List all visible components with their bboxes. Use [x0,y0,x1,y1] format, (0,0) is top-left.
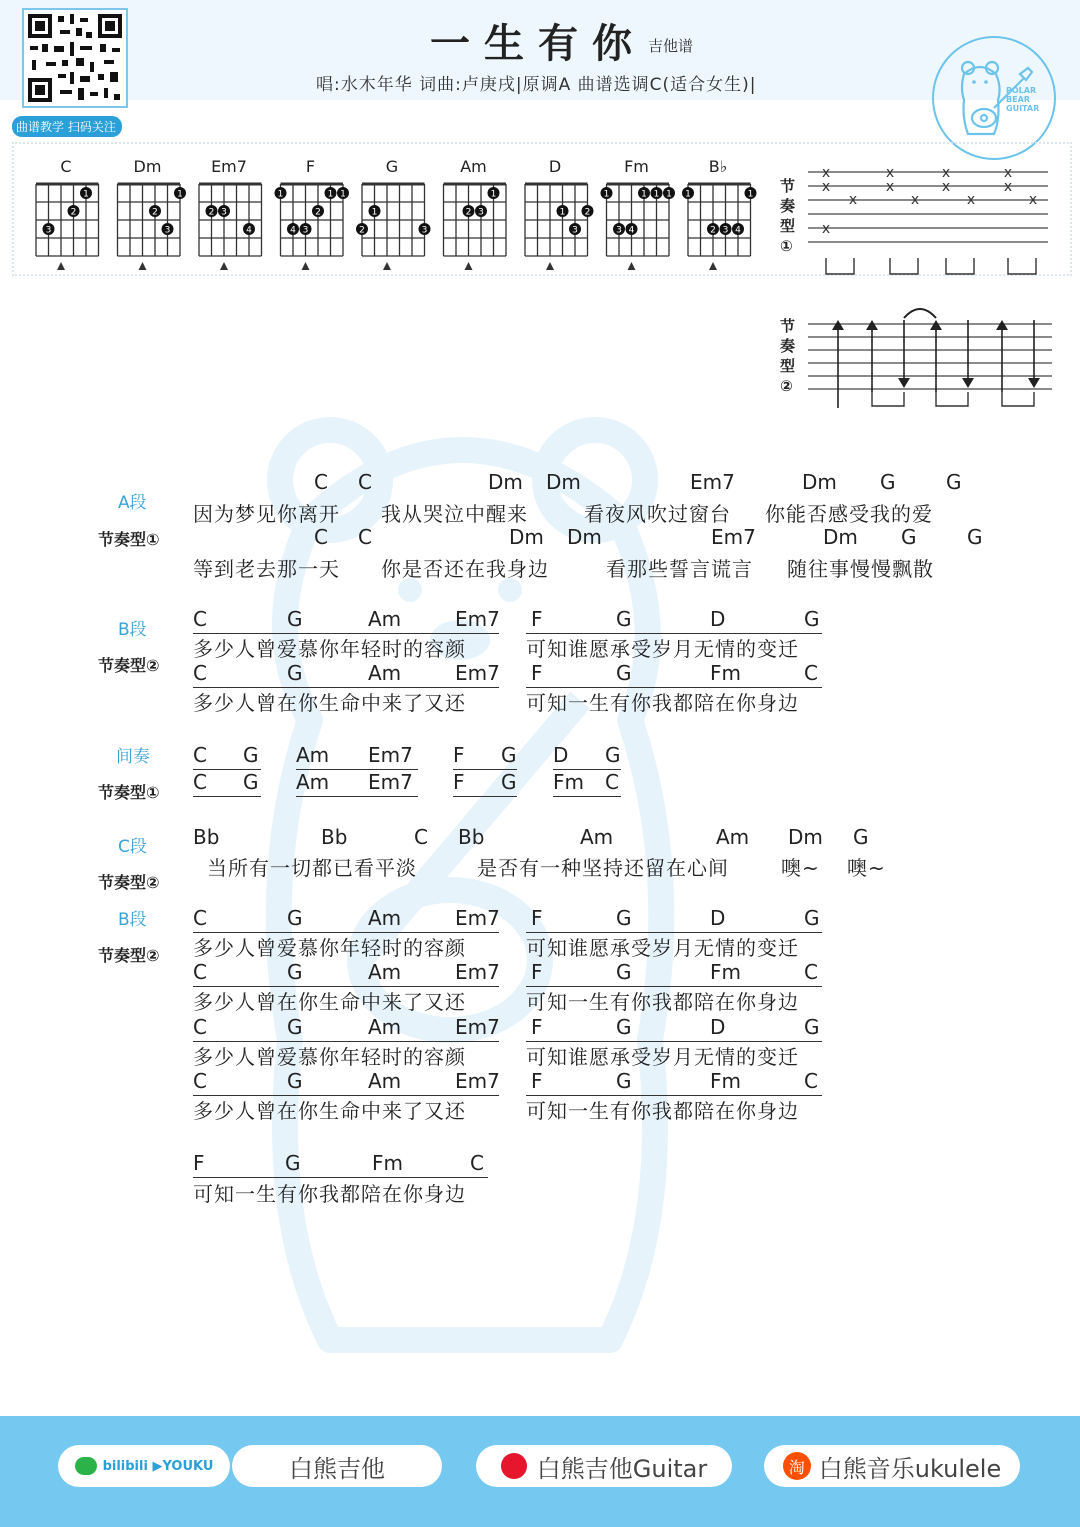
footer-item-label: 白熊吉他Guitar [536,1454,708,1483]
chord-label: G [287,661,303,685]
svg-text:3: 3 [478,207,484,218]
svg-text:x: x [885,179,895,195]
chord-label: G [501,770,517,794]
chord-diagram [444,157,507,270]
lyric-line: 噢~ [847,856,886,880]
chord-diagram [356,157,431,270]
section-b2-rhythm: 节奏型② [98,946,160,965]
chord-diagram [118,157,187,270]
svg-text:x: x [966,192,976,208]
svg-text:3: 3 [221,207,227,218]
rhythm-pattern-1-label: 节 奏 型 ① [780,177,796,255]
chord-label: Am [368,960,402,984]
chord-label: F [193,1151,205,1175]
lyric-line: 可知谁愿承受岁月无情的变迁 [526,1045,799,1069]
song-meta: 唱:水木年华 词曲:卢庚戌|原调A 曲谱选调C(适合女生)| [316,75,757,95]
svg-text:1: 1 [641,189,647,200]
chord-label: F [531,1069,543,1093]
svg-text:x: x [821,179,831,195]
chord-label: Em7 [711,525,756,549]
chord-underline [526,687,822,688]
svg-text:1: 1 [83,189,89,200]
chord-label: G [243,770,259,794]
taobao-icon: 淘 [783,1452,811,1480]
chord-label: G [616,906,632,930]
chord-label: Em7 [690,470,735,494]
chord-underline [193,932,499,933]
chord-name: Dm [133,157,162,176]
svg-text:2: 2 [359,225,365,236]
svg-text:1: 1 [685,189,691,200]
chord-label: Em7 [368,770,413,794]
lyric-line: 看夜风吹过窗台 [584,502,731,526]
chord-label: Em7 [455,906,500,930]
svg-text:1: 1 [653,189,660,200]
chord-label: Dm [802,470,837,494]
chord-label: G [287,960,303,984]
chord-label: C [804,960,818,984]
svg-text:2: 2 [710,225,716,236]
chord-label: Bb [458,825,485,849]
chord-diagram [199,157,262,270]
svg-text:x: x [941,165,951,181]
chord-label: C [193,770,207,794]
chord-label: Fm [710,661,741,685]
chord-label: C [414,825,428,849]
chord-underline [553,769,621,770]
chord-label: C [193,1069,207,1093]
chord-label: G [967,525,983,549]
svg-text:x: x [821,165,831,181]
svg-text:1: 1 [327,189,334,200]
chord-label: C [193,906,207,930]
chord-label: Am [368,1015,402,1039]
chord-name: D [548,157,562,176]
section-b-rhythm: 节奏型② [98,656,160,675]
chord-label: G [804,906,820,930]
chord-label: D [710,607,726,631]
qr-code[interactable] [22,8,128,108]
chord-label: Am [368,661,402,685]
chord-label: Am [296,743,330,767]
chord-underline [193,769,261,770]
lyric-line: 可知一生有你我都陪在你身边 [526,691,799,715]
lyric-line: 可知谁愿承受岁月无情的变迁 [526,637,799,661]
chord-underline [526,932,822,933]
chord-diagram [36,157,99,270]
chord-diagram [601,157,676,270]
footer-link-taobao[interactable] [764,1445,1020,1487]
chord-name: Fm [624,157,649,176]
chord-label: G [287,607,303,631]
chord-underline [193,1041,499,1042]
section-c-label: C段 [118,837,147,857]
chord-name: C [60,157,72,176]
chord-label: D [553,743,569,767]
chord-label: D [710,906,726,930]
chord-underline [526,1041,822,1042]
chord-label: F [453,770,465,794]
svg-text:2: 2 [465,207,472,218]
chord-underline [193,796,261,797]
chord-label: G [287,906,303,930]
svg-text:x: x [910,192,920,208]
chord-underline [296,769,418,770]
lyric-line: 看那些誓言谎言 [606,557,753,581]
lyric-line: 因为梦见你离开 [193,502,340,526]
chord-diagram [525,157,594,270]
chord-label: C [470,1151,484,1175]
chord-label: Em7 [455,1069,500,1093]
chord-underline [526,986,822,987]
chord-label: G [243,743,259,767]
chord-underline [453,796,517,797]
chord-label: Fm [710,1069,741,1093]
chord-underline [526,1095,822,1096]
chord-label: Dm [509,525,544,549]
chord-label: G [285,1151,301,1175]
svg-text:3: 3 [164,225,171,236]
footer-link-weibo[interactable] [476,1445,732,1487]
chord-label: Em7 [455,607,500,631]
chord-underline [526,633,822,634]
footer-link-bilibili[interactable] [232,1445,442,1487]
chord-label: C [193,743,207,767]
svg-text:x: x [885,165,895,181]
chord-name: F [305,157,316,176]
section-interlude-rhythm: 节奏型① [98,783,160,802]
svg-text:3: 3 [45,225,52,236]
section-interlude-label: 间奏 [116,747,150,767]
lyric-line: 多少人曾爱慕你年轻时的容颜 [193,637,466,661]
chord-label: Bb [193,825,220,849]
lyric-line: 多少人曾在你生命中来了又还 [193,990,466,1014]
chord-label: Em7 [455,960,500,984]
chord-label: D [710,1015,726,1039]
lyric-line: 多少人曾在你生命中来了又还 [193,1099,466,1123]
svg-text:2: 2 [152,207,158,218]
chord-label: G [901,525,917,549]
lyric-line: 多少人曾在你生命中来了又还 [193,691,466,715]
page-title: 一生有你 [430,21,646,67]
chord-label: C [605,770,619,794]
chord-label: Em7 [455,1015,500,1039]
svg-text:1: 1 [177,189,183,200]
svg-text:3: 3 [616,225,622,236]
chord-label: F [453,743,465,767]
svg-text:3: 3 [302,225,309,236]
chord-diagram [682,157,757,270]
chord-name: Am [460,157,487,176]
chord-label: Am [368,1069,402,1093]
chord-label: C [804,661,818,685]
svg-text:x: x [821,221,831,237]
chord-label: G [616,661,632,685]
chord-label: G [287,1015,303,1039]
svg-text:1: 1 [747,189,754,200]
chord-label: Fm [553,770,584,794]
lyric-line: 随往事慢慢飘散 [787,557,934,581]
section-b2-label: B段 [118,910,147,930]
lyric-line: 可知谁愿承受岁月无情的变迁 [526,936,799,960]
chord-label: Fm [710,960,741,984]
qr-caption: 曲谱教学 扫码关注 [12,116,122,137]
chord-label: Am [296,770,330,794]
footer-item-label: 白熊音乐ukulele [818,1454,1002,1483]
page-subtitle: 吉他谱 [648,37,694,55]
chord-label: C [314,525,328,549]
svg-text:3: 3 [421,225,428,236]
lyric-line: 多少人曾爱慕你年轻时的容颜 [193,1045,466,1069]
svg-text:1: 1 [490,189,497,200]
svg-text:3: 3 [722,225,729,236]
chord-label: G [501,743,517,767]
chord-label: Bb [321,825,348,849]
chord-label: F [531,607,543,631]
chord-label: Fm [372,1151,403,1175]
lyric-line: 我从哭泣中醒来 [381,502,528,526]
lyric-line: 可知一生有你我都陪在你身边 [526,1099,799,1123]
rhythm-pattern-1 [808,164,1058,284]
svg-text:x: x [1003,165,1013,181]
chord-label: F [531,1015,543,1039]
chord-label: G [616,960,632,984]
svg-text:1: 1 [666,189,672,200]
svg-text:3: 3 [572,225,578,236]
chord-label: G [287,1069,303,1093]
section-a-label: A段 [118,493,147,513]
chord-underline [193,1177,488,1178]
section-c-rhythm: 节奏型② [98,873,160,892]
svg-text:4: 4 [246,225,252,236]
chord-label: G [616,607,632,631]
svg-text:2: 2 [208,207,215,218]
chord-label: Dm [788,825,823,849]
chord-underline [193,687,499,688]
chord-diagrams [20,150,770,270]
chord-label: Am [580,825,614,849]
chord-label: Em7 [368,743,413,767]
svg-text:4: 4 [628,225,635,236]
svg-text:4: 4 [735,225,741,236]
chord-label: G [605,743,621,767]
chord-name: B♭ [708,157,728,176]
chord-label: C [314,470,328,494]
chord-label: Am [368,607,402,631]
chord-label: C [804,1069,818,1093]
section-a-rhythm: 节奏型① [98,530,160,549]
chord-label: Dm [567,525,602,549]
chord-label: F [531,906,543,930]
rhythm-pattern-2-label: 节 奏 型 ② [780,317,796,395]
svg-text:4: 4 [290,225,296,236]
svg-text:x: x [1003,179,1013,195]
chord-label: Dm [546,470,581,494]
chord-underline [193,986,499,987]
chord-label: C [193,960,207,984]
video-sites-label: bilibili ▶YOUKU [102,1458,214,1474]
chord-label: G [946,470,962,494]
lyric-line: 可知一生有你我都陪在你身边 [526,990,799,1014]
lyric-line: 你能否感受我的爱 [765,502,933,526]
chord-label: F [531,661,543,685]
svg-text:1: 1 [277,189,284,200]
video-sites-badge[interactable] [58,1445,230,1487]
svg-text:1: 1 [371,207,378,218]
chord-label: C [358,525,372,549]
footer-item-label: 白熊吉他 [289,1454,385,1483]
chord-label: G [804,607,820,631]
lyric-line: 当所有一切都已看平淡 [207,856,417,880]
chord-label: C [193,661,207,685]
chord-label: Dm [488,470,523,494]
lyric-line: 噢~ [781,856,820,880]
wechat-icon [75,1457,97,1475]
chord-label: Dm [823,525,858,549]
chord-underline [553,796,621,797]
chord-label: G [616,1015,632,1039]
chord-label: G [853,825,869,849]
svg-text:1: 1 [559,207,566,218]
rhythm-pattern-2 [808,300,1058,415]
svg-text:x: x [941,179,951,195]
chord-label: F [531,960,543,984]
weibo-icon [501,1453,527,1479]
chord-label: C [358,470,372,494]
chord-name: Em7 [211,157,247,176]
chord-label: G [616,1069,632,1093]
lyric-line: 你是否还在我身边 [381,557,549,581]
chord-underline [296,796,418,797]
svg-text:2: 2 [584,207,591,218]
svg-text:x: x [1028,192,1038,208]
section-b-label: B段 [118,620,147,640]
svg-text:1: 1 [340,189,346,200]
lyric-line: 可知一生有你我都陪在你身边 [193,1182,466,1206]
chord-name: G [385,157,399,176]
svg-text:2: 2 [70,207,77,218]
chord-label: C [193,1015,207,1039]
lyric-line: 是否有一种坚持还留在心间 [477,856,729,880]
lyric-line: 等到老去那一天 [193,557,340,581]
chord-underline [193,633,499,634]
chord-label: G [880,470,896,494]
svg-text:2: 2 [315,207,321,218]
logo-text: POLAR BEAR GUITAR [1006,86,1040,113]
chord-label: Em7 [455,661,500,685]
chord-underline [453,769,517,770]
chord-label: Am [716,825,750,849]
chord-label: G [804,1015,820,1039]
chord-label: C [193,607,207,631]
chord-diagram [275,157,350,270]
svg-text:1: 1 [603,189,610,200]
chord-underline [193,1095,499,1096]
svg-text:x: x [848,192,858,208]
chord-label: Am [368,906,402,930]
lyric-line: 多少人曾爱慕你年轻时的容颜 [193,936,466,960]
